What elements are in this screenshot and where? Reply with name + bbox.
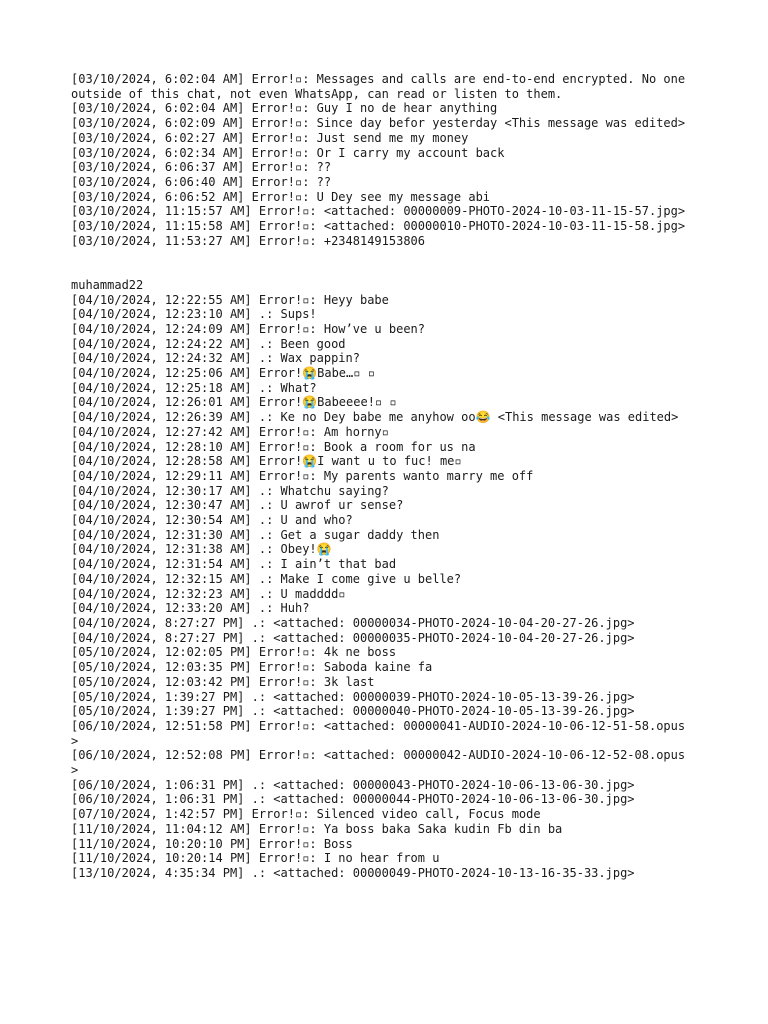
chat-message-line: [04/10/2024, 12:23:10 AM] .: Sups! [71,307,317,322]
chat-message-line: [04/10/2024, 12:25:18 AM] .: What? [71,380,317,395]
chat-message-line: [07/10/2024, 1:42:57 PM] Error!▫: Silenced video call, Focus mode [71,807,541,822]
chat-message-line: [06/10/2024, 1:06:31 PM] .: <attached: 00000043-PHOTO-2024-10-06-13-06-30.jpg> [71,777,635,792]
chat-message-line: [04/10/2024, 12:27:42 AM] Error!▫: Am horny▫ [71,424,389,439]
chat-message-line: [04/10/2024, 12:28:58 AM] Error!😭I want u to fuc! me▫ [71,454,462,469]
chat-message-line: [11/10/2024, 11:04:12 AM] Error!▫: Ya boss baka Saka kudin Fb din ba [71,821,563,836]
chat-message-line: [04/10/2024, 12:31:38 AM] .: Obey!😭 [71,542,332,557]
chat-message-line: [05/10/2024, 1:39:27 PM] .: <attached: 00000039-PHOTO-2024-10-05-13-39-26.jpg> [71,689,635,704]
chat-message-line: [04/10/2024, 12:31:54 AM] .: I ain’t that bad [71,557,397,572]
chat-message-line: [03/10/2024, 6:06:40 AM] Error!▫: ?? [71,174,332,189]
chat-message-line: [03/10/2024, 6:02:04 AM] Error!▫: Messages and calls are end-to-end encrypted. No one outside of this chat, not even WhatsApp, can read or listen to them. [71,72,693,101]
chat-message-line: [04/10/2024, 12:30:17 AM] .: Whatchu saying? [71,483,389,498]
chat-message-line: [04/10/2024, 12:26:39 AM] .: Ke no Dey babe me anyhow oo😂 <This message was edited> [71,410,679,425]
chat-message-line: [05/10/2024, 12:02:05 PM] Error!▫: 4k ne boss [71,645,397,660]
chat-message-line: [04/10/2024, 12:33:20 AM] .: Huh? [71,601,310,616]
chat-message-line: [03/10/2024, 6:02:27 AM] Error!▫: Just send me my money [71,130,469,145]
chat-message-line: [03/10/2024, 6:06:37 AM] Error!▫: ?? [71,160,332,175]
chat-message-line: [04/10/2024, 12:24:09 AM] Error!▫: How’ve u been? [71,321,426,336]
chat-message-line: [04/10/2024, 12:26:01 AM] Error!😭Babeeee!▫ ▫ [71,395,397,410]
chat-message-line: [06/10/2024, 12:51:58 PM] Error!▫: <attached: 00000041-AUDIO-2024-10-06-12-51-58.opus> [71,718,686,748]
chat-message-line: [13/10/2024, 4:35:34 PM] .: <attached: 00000049-PHOTO-2024-10-13-16-35-33.jpg> [71,865,635,880]
chat-message-line: [04/10/2024, 8:27:27 PM] .: <attached: 00000035-PHOTO-2024-10-04-20-27-26.jpg> [71,630,635,645]
chat-message-line: [04/10/2024, 12:25:06 AM] Error!😭Babe…▫ ▫ [71,366,375,381]
chat-message-line: [04/10/2024, 12:24:22 AM] .: Been good [71,336,346,351]
chat-message-line: [03/10/2024, 11:15:57 AM] Error!▫: <attached: 00000009-PHOTO-2024-10-03-11-15-57.jpg> [71,204,686,219]
chat-message-line: [05/10/2024, 1:39:27 PM] .: <attached: 00000040-PHOTO-2024-10-05-13-39-26.jpg> [71,704,635,719]
chat-message-line: [06/10/2024, 1:06:31 PM] .: <attached: 00000044-PHOTO-2024-10-06-13-06-30.jpg> [71,792,635,807]
chat-message-line: [04/10/2024, 12:30:47 AM] .: U awrof ur sense? [71,498,404,513]
chat-message-line: [11/10/2024, 10:20:14 PM] Error!▫: I no hear from u [71,851,440,866]
chat-message-line: [04/10/2024, 8:27:27 PM] .: <attached: 00000034-PHOTO-2024-10-04-20-27-26.jpg> [71,616,635,630]
chat-message-line: [03/10/2024, 6:02:04 AM] Error!▫: Guy I no de hear anything [71,101,498,116]
chat-message-line: [05/10/2024, 12:03:42 PM] Error!▫: 3k last [71,674,375,689]
chat-export-document [71,72,691,881]
chat-message-line: [03/10/2024, 11:53:27 AM] Error!▫: +2348149153806 [71,233,426,248]
chat-message-line: [04/10/2024, 12:30:54 AM] .: U and who? [71,513,353,528]
chat-message-line: [06/10/2024, 12:52:08 PM] Error!▫: <attached: 00000042-AUDIO-2024-10-06-12-52-08.opus> [71,748,686,778]
chat-message-line: [03/10/2024, 6:02:09 AM] Error!▫: Since day befor yesterday <This message was edited> [71,116,686,131]
chat-message-line: [05/10/2024, 12:03:35 PM] Error!▫: Saboda kaine fa [71,660,433,675]
chat-message-line: [11/10/2024, 10:20:10 PM] Error!▫: Boss [71,836,353,851]
chat-message-line: [04/10/2024, 12:29:11 AM] Error!▫: My parents wanto marry me off [71,468,534,483]
chat-message-line: [03/10/2024, 6:02:34 AM] Error!▫: Or I carry my account back [71,145,505,160]
chat-message-line: [03/10/2024, 6:06:52 AM] Error!▫: U Dey see my message abi [71,189,491,204]
chat-log-section-1 [71,72,691,248]
chat-message-line: [04/10/2024, 12:24:32 AM] .: Wax pappin? [71,351,360,366]
chat-message-line: [04/10/2024, 12:28:10 AM] Error!▫: Book a room for us na [71,439,476,454]
chat-message-line: [04/10/2024, 12:31:30 AM] .: Get a sugar daddy then [71,527,440,542]
chat-message-line: [04/10/2024, 12:22:55 AM] Error!▫: Heyy babe [71,292,389,307]
chat-message-line: [04/10/2024, 12:32:15 AM] .: Make I come give u belle? [71,571,462,586]
chat-log-section-2 [71,293,691,881]
section-gap [71,248,691,277]
chat-message-line: [03/10/2024, 11:15:58 AM] Error!▫: <attached: 00000010-PHOTO-2024-10-03-11-15-58.jpg> [71,219,686,234]
chat-contact-name: muhammad22 [71,277,144,292]
chat-message-line: [04/10/2024, 12:32:23 AM] .: U madddd▫ [71,586,346,601]
